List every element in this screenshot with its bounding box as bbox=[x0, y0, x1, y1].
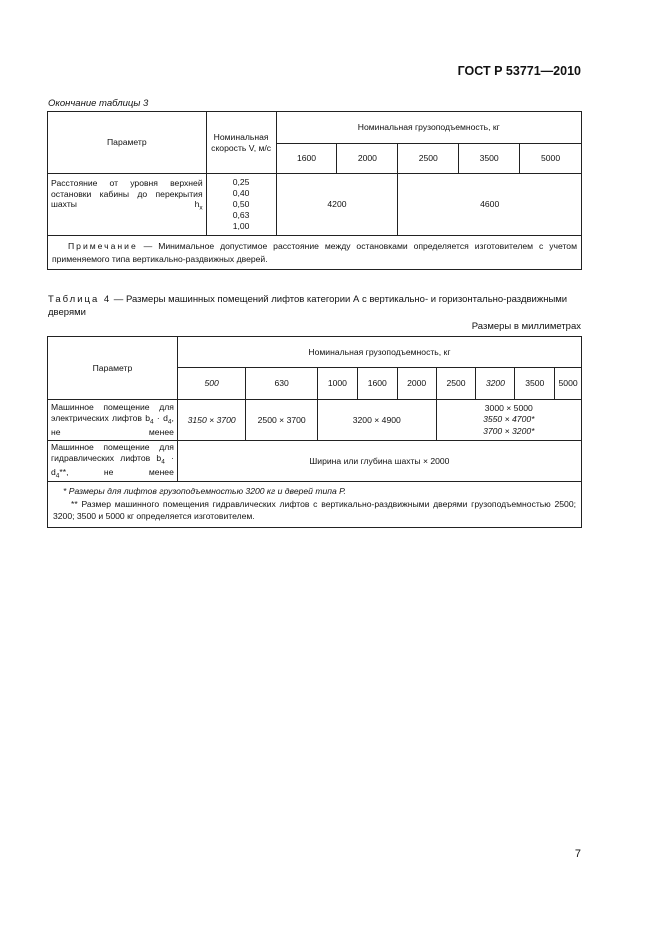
table4-param-header: Параметр bbox=[48, 337, 178, 400]
table3-capacity-cell: 3500 bbox=[459, 144, 520, 174]
table4-units: Размеры в миллиметрах bbox=[471, 321, 581, 332]
table4-capacity-cell: 1000 bbox=[317, 368, 357, 400]
table4-row1-param: Машинное помещение для электрических лифтов $b_4 \cdot d_4$, не менее bbox=[48, 400, 178, 441]
table3-note: Примечание — Минимальное допустимое расстояние между остановками определяется изготовителем с учетом применяемого типа вертикально-раздвижных дверей. bbox=[48, 236, 582, 270]
table4-capacity-cell: 3500 bbox=[515, 368, 555, 400]
table3-capacity-cell: 5000 bbox=[520, 144, 582, 174]
table3-speed-header: Номинальная скорость V, м/с bbox=[206, 112, 276, 174]
table4-row2-value: Ширина или глубина шахты × 2000 bbox=[177, 441, 581, 482]
table3-value-4200: 4200 bbox=[276, 174, 398, 236]
table4 bbox=[47, 336, 582, 528]
table4-capacity-cell: 630 bbox=[246, 368, 318, 400]
table4-row1-2500-5000: 3000 × 5000 3550 × 4700* 3700 × 3200* bbox=[436, 400, 581, 441]
footnote-1: * Размеры для лифтов грузоподъемностью 3200 кг и дверей типа Р. bbox=[63, 486, 346, 497]
table3-capacity-header: Номинальная грузоподъемность, кг bbox=[276, 112, 581, 144]
table3-param-header: Параметр bbox=[48, 112, 207, 174]
table3-value-4600: 4600 bbox=[398, 174, 582, 236]
table4-capacity-cell: 3200 bbox=[476, 368, 515, 400]
table4-row2-param: Машинное помещение для гидравлических лифтов $b_4 \cdot d_4**$, не менее bbox=[48, 441, 178, 482]
table3-capacity-cell: 2500 bbox=[398, 144, 459, 174]
table3-row-speeds: 0,25 0,40 0,50 0,63 1,00 bbox=[206, 174, 276, 236]
table3-row-param: Расстояние от уровня верхней остановки кабины до перекрытия шахты $h_x$ bbox=[48, 174, 207, 236]
table3-capacity-cell: 2000 bbox=[337, 144, 398, 174]
table4-row1-630: 2500 × 3700 bbox=[246, 400, 318, 441]
footnote-2: ** Размер машинного помещения гидравлических лифтов с вертикально-раздвижными дверями грузоподъемностью 2500; 3200; 3500 и 5000 кг определяется изготовителем. bbox=[53, 498, 576, 522]
table4-footnotes bbox=[48, 482, 582, 527]
table4-title: Таблица 4 — Размеры машинных помещений лифтов категории А с вертикально- и горизонтально-раздвижными дверями bbox=[48, 294, 568, 319]
table4-capacity-cell: 5000 bbox=[555, 368, 582, 400]
table4-capacity-cell: 1600 bbox=[357, 368, 397, 400]
table4-capacity-header: Номинальная грузоподъемность, кг bbox=[177, 337, 581, 368]
table3 bbox=[47, 111, 582, 270]
table4-capacity-cell: 2000 bbox=[397, 368, 436, 400]
table4-capacity-cell: 500 bbox=[177, 368, 246, 400]
page-number: 7 bbox=[574, 848, 581, 860]
table3-caption: Окончание таблицы 3 bbox=[48, 98, 149, 109]
table4-row1-500: 3150 × 3700 bbox=[177, 400, 246, 441]
table4-capacity-cell: 2500 bbox=[436, 368, 476, 400]
table3-capacity-cell: 1600 bbox=[276, 144, 337, 174]
standard-number: ГОСТ Р 53771—2010 bbox=[457, 64, 581, 78]
table4-row1-1000-2000: 3200 × 4900 bbox=[317, 400, 436, 441]
